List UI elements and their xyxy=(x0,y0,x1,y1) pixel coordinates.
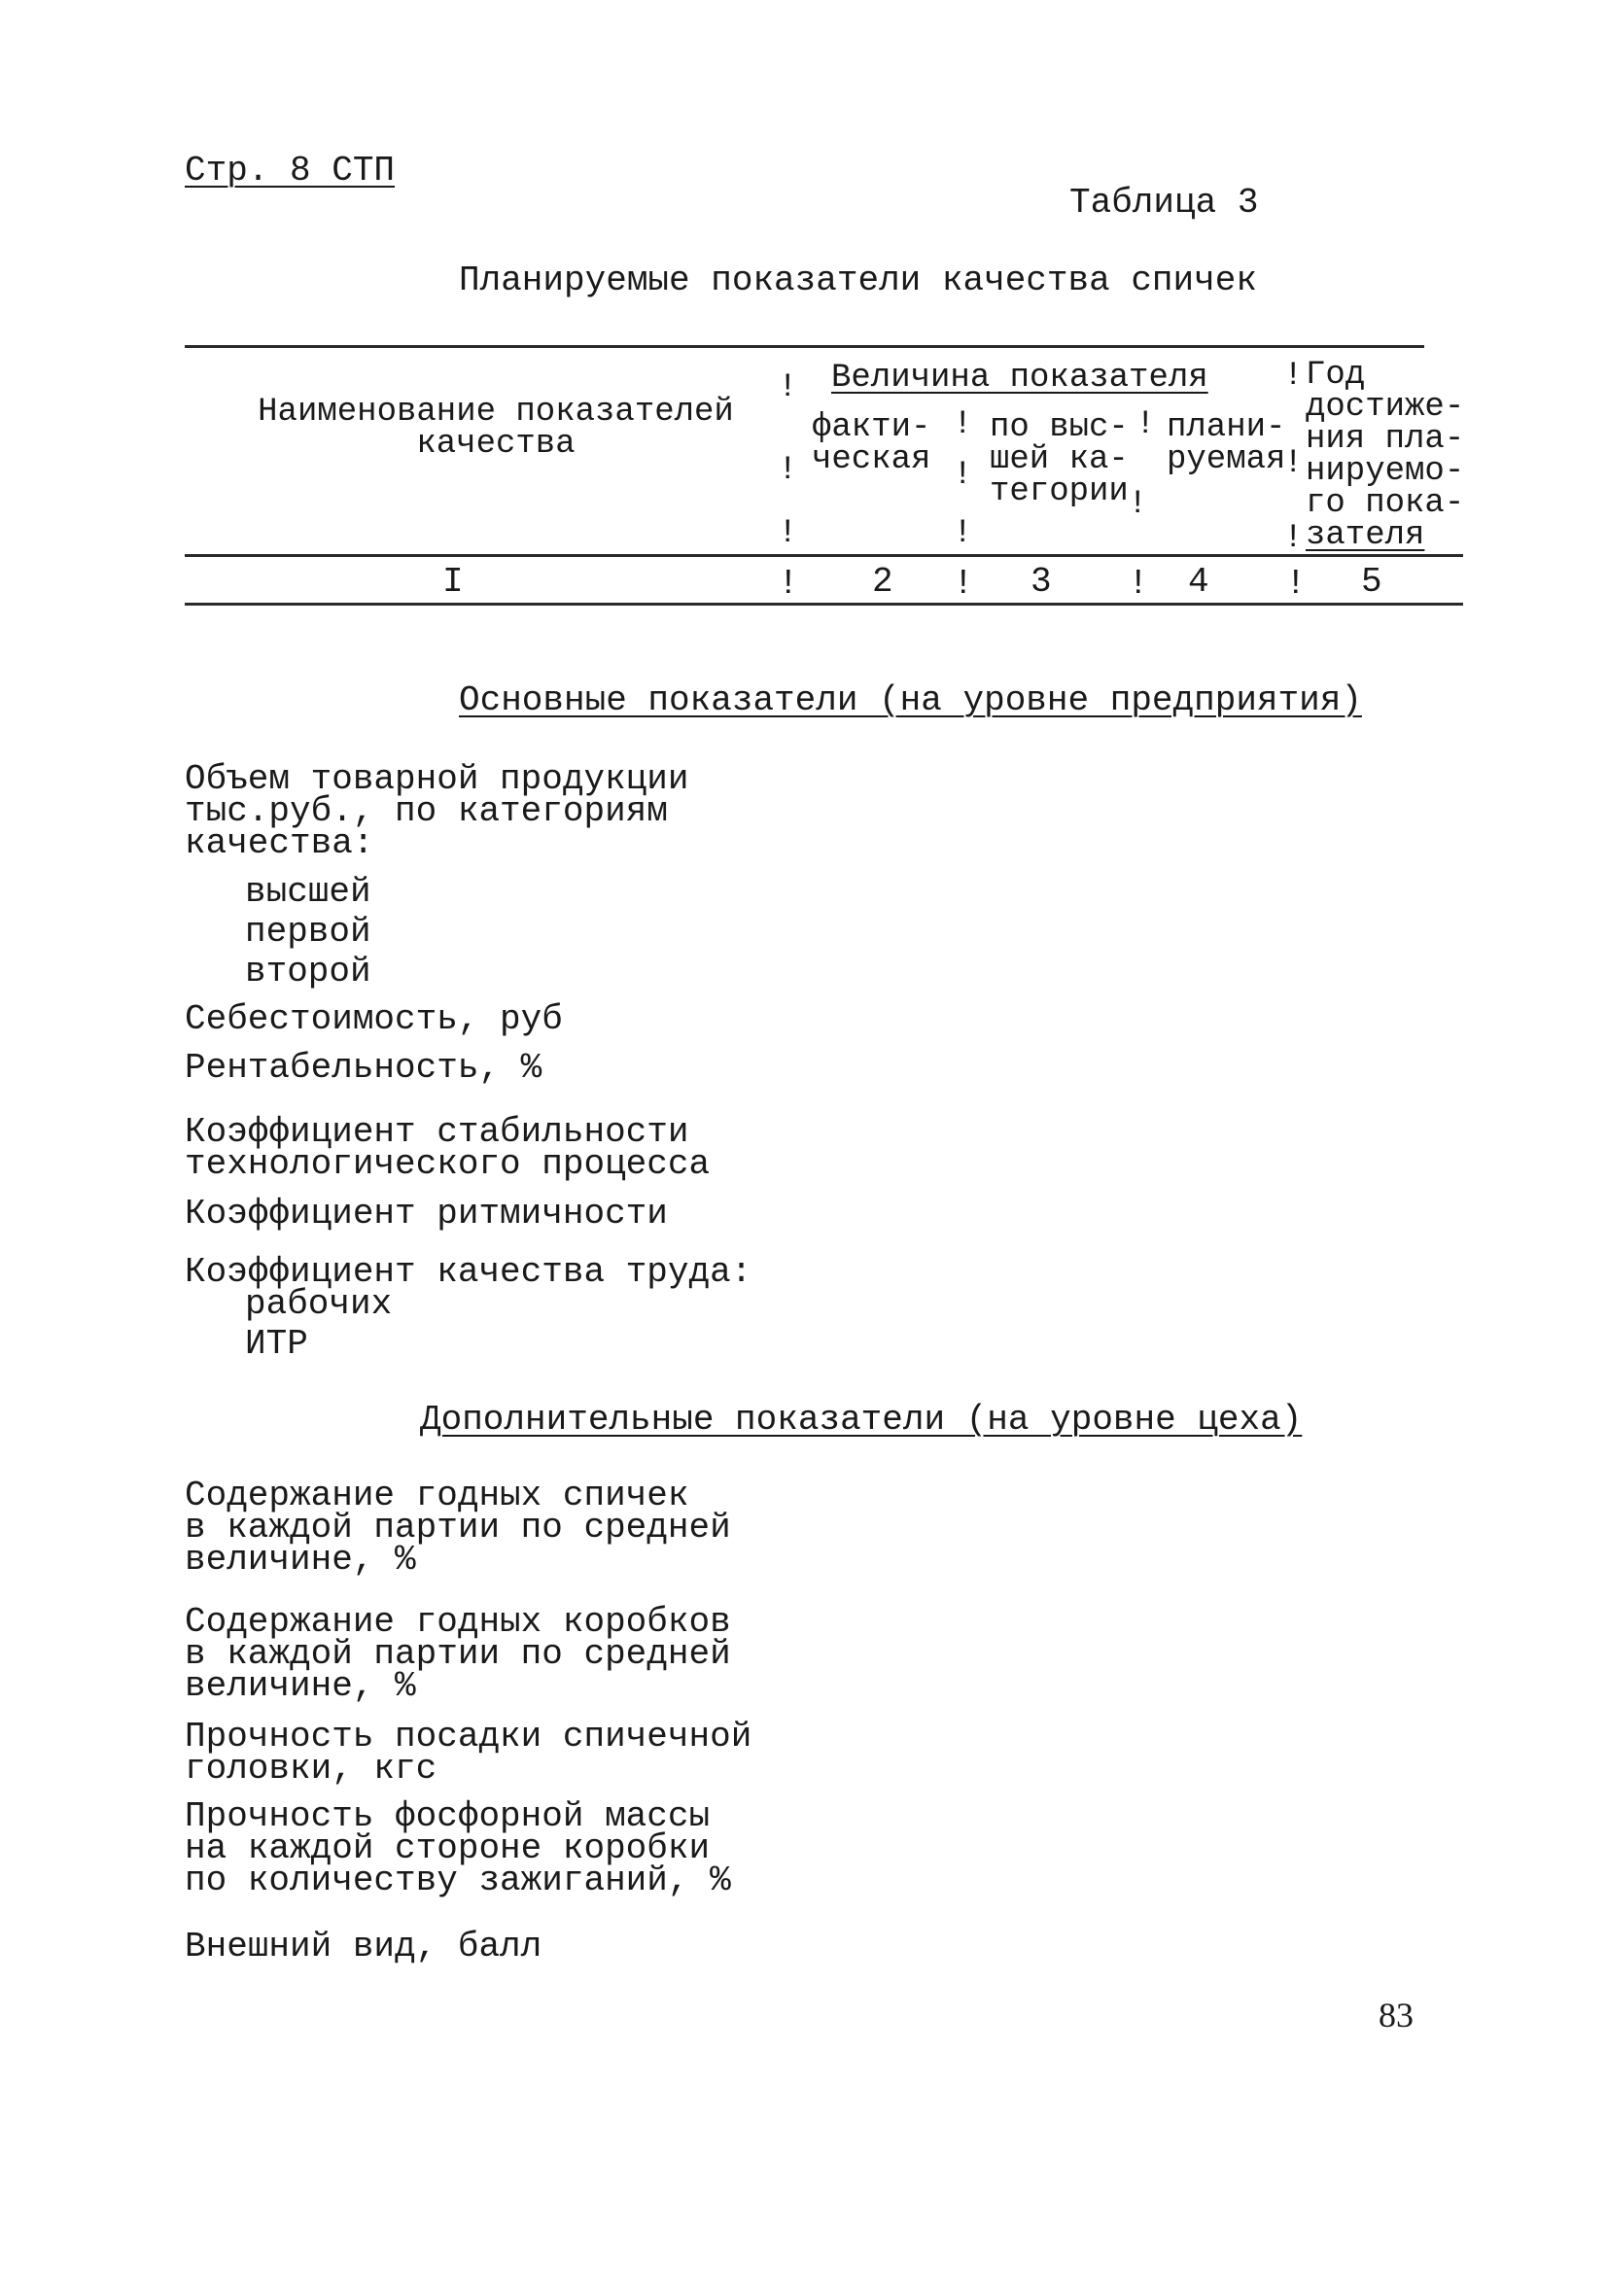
sep-num-3: ! xyxy=(1128,564,1149,604)
sep-num-2: ! xyxy=(953,564,974,604)
sep-1-a: ! xyxy=(778,369,798,406)
sep-4-a: ! xyxy=(1283,358,1304,395)
indicator-volume-line-2: тыс.руб., по категориям xyxy=(185,791,668,831)
sep-4-b: ! xyxy=(1283,445,1304,482)
sep-num-4: ! xyxy=(1285,564,1307,604)
col-highest-line-3: тегории xyxy=(990,473,1129,510)
indicator-head-strength xyxy=(185,1717,752,1789)
sep-3-b: ! xyxy=(1128,486,1148,523)
col-highest-line-2: шей ка- xyxy=(990,441,1129,478)
indicator-matches-line-3: величине, % xyxy=(185,1540,416,1580)
indicator-volume-line-3: качества: xyxy=(185,823,374,863)
indicator-phosphor xyxy=(185,1796,731,1900)
indicator-cost: Себестоимость, руб xyxy=(185,999,563,1039)
section-extra-title: Дополнительные показатели (на уровне цеха) xyxy=(420,1400,1303,1440)
col-actual-heading xyxy=(812,409,931,478)
col-name-line-2: качества xyxy=(416,426,576,463)
category-first: первой xyxy=(245,912,371,952)
sep-2-b: ! xyxy=(953,457,973,494)
table-label: Таблица 3 xyxy=(1069,183,1259,223)
sep-2-a: ! xyxy=(953,406,973,443)
sep-2-c: ! xyxy=(953,515,973,552)
col-number-3: 3 xyxy=(1031,562,1052,602)
col-year-line-4: нируемо- xyxy=(1306,453,1465,490)
col-highest-heading xyxy=(990,409,1129,510)
indicator-matches xyxy=(185,1476,731,1580)
indicator-volume-line-1: Объем товарной продукции xyxy=(185,759,689,799)
page-reference: Стр. 8 СТП xyxy=(185,151,396,191)
indicator-appearance: Внешний вид, балл xyxy=(185,1927,542,1966)
col-planned-line-1: плани- xyxy=(1167,409,1286,446)
labor-group-workers: рабочих xyxy=(245,1284,393,1324)
indicator-head-strength-line-2: головки, кгс xyxy=(185,1749,437,1789)
indicator-labor-quality: Коэффициент качества труда: xyxy=(185,1252,752,1292)
col-number-5: 5 xyxy=(1361,562,1382,602)
table-title: Планируемые показатели качества спичек xyxy=(459,261,1257,300)
col-actual-line-1: факти- xyxy=(812,409,931,446)
indicator-boxes-line-1: Содержание годных коробков xyxy=(185,1602,731,1642)
col-year-line-2: достиже- xyxy=(1306,389,1465,426)
value-group-heading: Величина показателя xyxy=(831,360,1208,397)
labor-groups xyxy=(245,1284,393,1364)
section-main-title: Основные показатели (на уровне предприятия) xyxy=(459,680,1362,720)
col-number-4: 4 xyxy=(1188,562,1209,602)
indicator-head-strength-line-1: Прочность посадки спичечной xyxy=(185,1717,752,1757)
indicator-stability-line-2: технологического процесса xyxy=(185,1144,711,1184)
col-year-line-1: Год xyxy=(1306,357,1366,394)
sep-3-a: ! xyxy=(1135,406,1156,443)
col-year-line-6: зателя xyxy=(1306,517,1425,554)
indicator-phosphor-line-3: по количеству зажиганий, % xyxy=(185,1861,731,1900)
category-second: второй xyxy=(245,952,371,991)
indicator-matches-line-2: в каждой партии по средней xyxy=(185,1508,731,1548)
col-actual-line-2: ческая xyxy=(812,441,931,478)
col-year-line-3: ния пла- xyxy=(1306,421,1465,458)
sep-1-c: ! xyxy=(778,515,798,552)
col-planned-line-2: руемая xyxy=(1167,441,1286,478)
indicator-boxes-line-2: в каждой партии по средней xyxy=(185,1634,731,1674)
category-highest: высшей xyxy=(245,872,371,912)
col-highest-line-1: по выс- xyxy=(990,409,1129,446)
col-planned-heading xyxy=(1167,409,1286,478)
col-year-line-5: го пока- xyxy=(1306,485,1465,522)
table-number-rule xyxy=(185,603,1463,606)
indicator-stability-line-1: Коэффициент стабильности xyxy=(185,1112,689,1152)
indicator-profitability: Рентабельность, % xyxy=(185,1048,542,1088)
labor-group-engineers: ИТР xyxy=(245,1324,308,1364)
table-top-rule xyxy=(185,345,1424,348)
indicator-volume xyxy=(185,759,689,863)
col-name-line-1: Наименование показателей xyxy=(258,394,734,431)
sep-4-c: ! xyxy=(1283,520,1304,557)
col-name-heading xyxy=(253,394,739,463)
col-number-2: 2 xyxy=(872,562,893,602)
col-number-1: I xyxy=(442,562,464,602)
indicator-boxes xyxy=(185,1602,731,1706)
table-head-rule xyxy=(185,554,1463,557)
sep-1-b: ! xyxy=(778,452,798,489)
indicator-phosphor-line-2: на каждой стороне коробки xyxy=(185,1828,711,1868)
page-number: 83 xyxy=(1379,1996,1414,2035)
indicator-matches-line-1: Содержание годных спичек xyxy=(185,1476,689,1515)
col-year-heading xyxy=(1306,357,1465,554)
indicator-boxes-line-3: величине, % xyxy=(185,1666,416,1706)
sep-num-1: ! xyxy=(778,564,799,604)
indicator-rhythm: Коэффициент ритмичности xyxy=(185,1194,668,1234)
indicator-phosphor-line-1: Прочность фосфорной массы xyxy=(185,1796,711,1836)
indicator-stability xyxy=(185,1112,711,1184)
